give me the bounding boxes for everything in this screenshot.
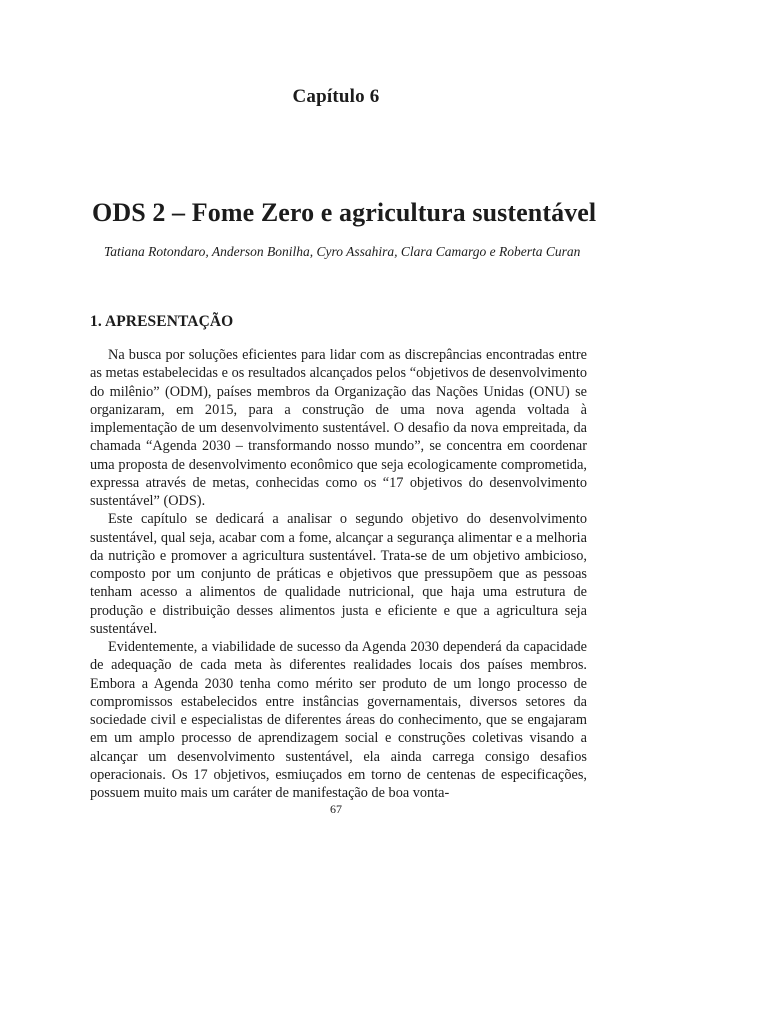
chapter-label: Capítulo 6	[292, 86, 380, 107]
section-heading: 1. APRESENTAÇÃO	[90, 313, 234, 330]
chapter-authors: Tatiana Rotondaro, Anderson Bonilha, Cyro Assahira, Clara Camargo e Roberta Curan	[104, 244, 581, 259]
chapter-title: ODS 2 – Fome Zero e agricultura sustentável	[92, 198, 597, 227]
paragraph: Este capítulo se dedicará a analisar o segundo objetivo do desenvolvimento sustentável, qual seja, acabar com a fome, alcançar a segurança alimentar e a melhoria da nutrição e promover a agricultura sustentável. Trata-se de um objetivo ambicioso, composto por um conjunto de práticas e objetivos que pressupõem que as pessoas tenham acesso a alimentos de qualidade nutricional, que haja uma estrutura de produção e distribuição desses alimentos justa e eficiente e que a agricultura seja sustentável.	[90, 511, 587, 637]
paragraph: Na busca por soluções eficientes para lidar com as discrepâncias encontradas entre as metas estabelecidas e os resultados alcançados pelos “objetivos de desenvolvimento do milênio” (ODM), países membros da Organização das Nações Unidas (ONU) se organizaram, em 2015, para a construção de uma nova agenda voltada à implementação de um desenvolvimento sustentável. O desafio da nova empreitada, da chamada “Agenda 2030 – transformando nosso mundo”, se concentra em coordenar uma proposta de desenvolvimento econômico que seja ecologicamente comprometida, expressa através de metas, conhecidas como os “17 objetivos do desenvolvimento sustentável” (ODS).	[90, 347, 587, 509]
paragraph: Evidentemente, a viabilidade de sucesso da Agenda 2030 dependerá da capacidade de adequação de cada meta às diferentes realidades locais dos países membros. Embora a Agenda 2030 tenha como mérito ser produto de um longo processo de compromissos estabelecidos entre instâncias governamentais, diversos setores da sociedade civil e especialistas de diferentes áreas do conhecimento, que se engajaram em um amplo processo de aprendizagem social e construções coletivas visando a alcançar um desenvolvimento sustentável, ela ainda carrega consigo desafios operacionais. Os 17 objetivos, esmiuçados em torno de centenas de especificações, possuem muito mais um caráter de manifestação de boa vonta-	[90, 639, 587, 801]
page-number: 67	[330, 802, 342, 816]
body-text	[90, 346, 587, 802]
